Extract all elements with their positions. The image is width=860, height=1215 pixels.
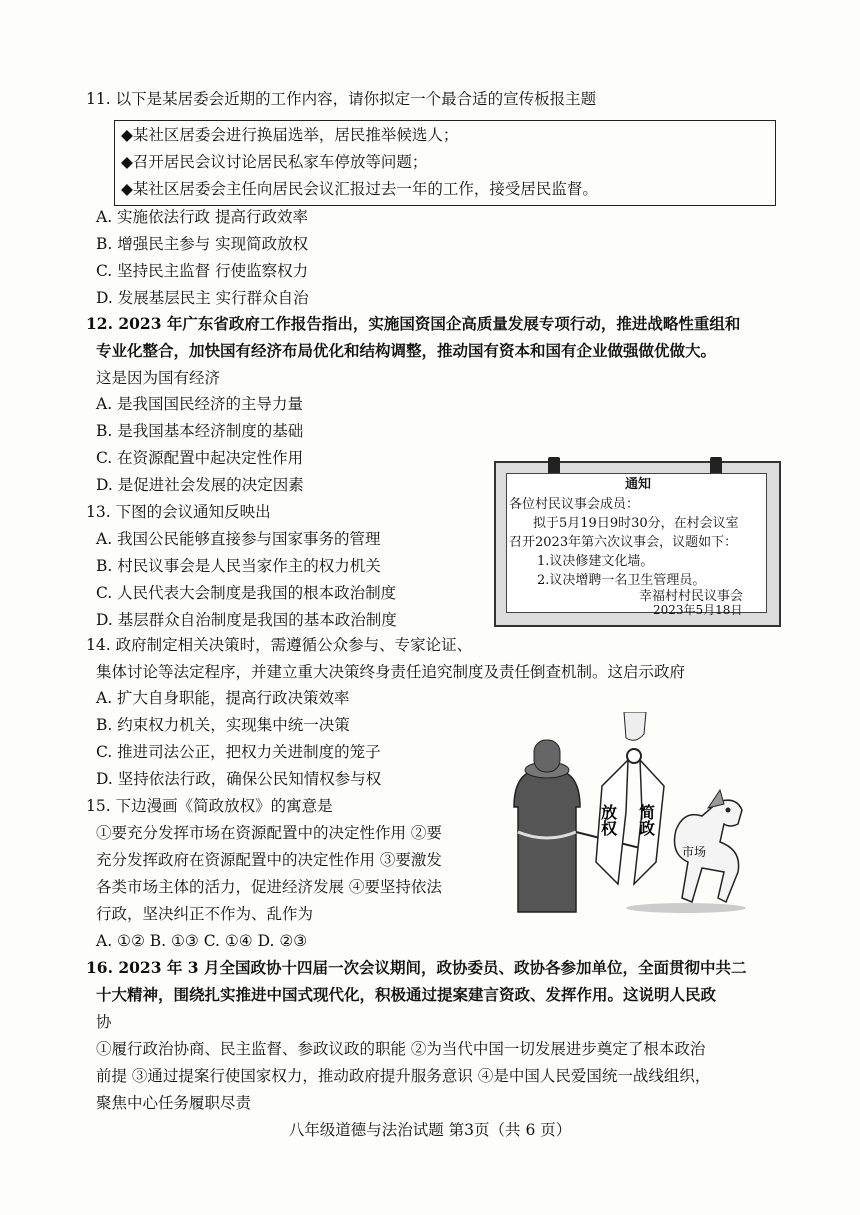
meeting-notice-board [494, 461, 781, 627]
notice-line: 召开2023年第六次议事会，议题如下： [509, 535, 738, 550]
q11-option-c: C. 坚持民主监督 行使监察权力 [96, 262, 309, 280]
q14-option-c: C. 推进司法公正，把权力关进制度的笼子 [96, 743, 381, 761]
q14-option-b: B. 约束权力机关，实现集中统一决策 [96, 716, 350, 734]
cartoon-label-left: 放权 [598, 804, 618, 836]
q13-option-b: B. 村民议事会是人民当家作主的权力机关 [96, 557, 381, 575]
q13-option-a: A. 我国公民能够直接参与国家事务的管理 [96, 530, 381, 548]
q12-option-b: B. 是我国基本经济制度的基础 [96, 422, 304, 440]
q11-box-line: ◆某社区居委会进行换届选举，居民推举候选人； [121, 126, 459, 144]
q13-stem: 13. 下图的会议通知反映出 [86, 503, 271, 521]
q16-stem-line: 16. 2023 年 3 月全国政协十四届一次会议期间，政协委员、政协各参加单位，全面贯彻中共二 [86, 958, 747, 977]
q12-option-c: C. 在资源配置中起决定性作用 [96, 449, 304, 467]
q12-stem-line: 这是因为国有经济 [96, 369, 221, 387]
notice-title: 通知 [625, 477, 652, 492]
notice-line: 各位村民议事会成员： [509, 497, 640, 512]
q16-stem-line: 协 [96, 1013, 112, 1031]
notice-line: 2.议决增聘一名卫生管理员。 [537, 573, 706, 588]
page-footer: 八年级道德与法治试题 第3页（共 6 页） [288, 1121, 572, 1139]
q16-body-line: 聚焦中心任务履职尽责 [96, 1094, 252, 1112]
q11-info-box [114, 120, 776, 206]
q11-box-line: ◆召开居民会议讨论居民私家车停放等问题； [121, 153, 428, 171]
q15-body-line: 充分发挥政府在资源配置中的决定性作用 ③要激发 [96, 851, 442, 869]
q13-option-c: C. 人民代表大会制度是我国的根本政治制度 [96, 584, 397, 602]
notice-line: 拟于5月19日9时30分，在村会议室 [533, 516, 739, 531]
q14-option-a: A. 扩大自身职能，提高行政决策效率 [96, 689, 350, 707]
q12-stem-line: 12. 2023 年广东省政府工作报告指出，实施国资国企高质量发展专项行动，推进战略性重组和 [86, 314, 741, 333]
q15-body-line: 各类市场主体的活力，促进经济发展 ④要坚持依法 [96, 878, 442, 896]
cartoon-image [506, 712, 760, 915]
q11-option-b: B. 增强民主参与 实现简政放权 [96, 235, 309, 253]
q12-option-a: A. 是我国国民经济的主导力量 [96, 395, 304, 413]
q15-stem: 15. 下边漫画《简政放权》的寓意是 [86, 797, 333, 815]
notice-signer: 幸福村村民议事会 [639, 589, 744, 604]
notice-date: 2023年5月18日 [653, 603, 743, 617]
q12-option-d: D. 是促进社会发展的决定因素 [96, 476, 304, 494]
q14-stem-line: 14. 政府制定相关决策时，需遵循公众参与、专家论证、 [86, 636, 473, 654]
q11-option-a: A. 实施依法行政 提高行政效率 [96, 208, 308, 226]
q14-stem-line: 集体讨论等法定程序，并建立重大决策终身责任追究制度及责任倒查机制。这启示政府 [96, 663, 686, 681]
cartoon-label-horse: 市场 [682, 845, 707, 859]
q16-stem-line: 十大精神，围绕扎实推进中国式现代化，积极通过提案建言资政、发挥作用。这说明人民政 [96, 985, 717, 1004]
notice-line: 1.议决修建文化墙。 [537, 554, 654, 569]
q13-option-d: D. 基层群众自治制度是我国的基本政治制度 [96, 611, 397, 629]
q15-body-line: ①要充分发挥市场在资源配置中的决定性作用 ②要 [96, 824, 442, 842]
q11-box-line: ◆某社区居委会主任向居民会议汇报过去一年的工作，接受居民监督。 [121, 180, 598, 198]
q15-body-line: 行政，坚决纠正不作为、乱作为 [96, 905, 314, 923]
cartoon-label-right: 简政 [636, 804, 656, 836]
notice-paper [506, 473, 767, 617]
q11-stem: 11. 以下是某居委会近期的工作内容，请你拟定一个最合适的宣传板报主题 [86, 90, 597, 108]
q14-option-d: D. 坚持依法行政，确保公民知情权参与权 [96, 770, 382, 788]
q12-stem-line: 专业化整合，加快国有经济布局优化和结构调整，推动国有资本和国有企业做强做优做大。 [96, 341, 717, 360]
q15-options: A. ①② B. ①③ C. ①④ D. ②③ [96, 932, 308, 950]
q16-body-line: 前提 ③通过提案行使国家权力，推动政府提升服务意识 ④是中国人民爱国统一战线组织， [96, 1067, 711, 1085]
q16-body-line: ①履行政治协商、民主监督、参政议政的职能 ②为当代中国一切发展进步奠定了根本政治 [96, 1040, 706, 1058]
q11-option-d: D. 发展基层民主 实行群众自治 [96, 289, 309, 307]
